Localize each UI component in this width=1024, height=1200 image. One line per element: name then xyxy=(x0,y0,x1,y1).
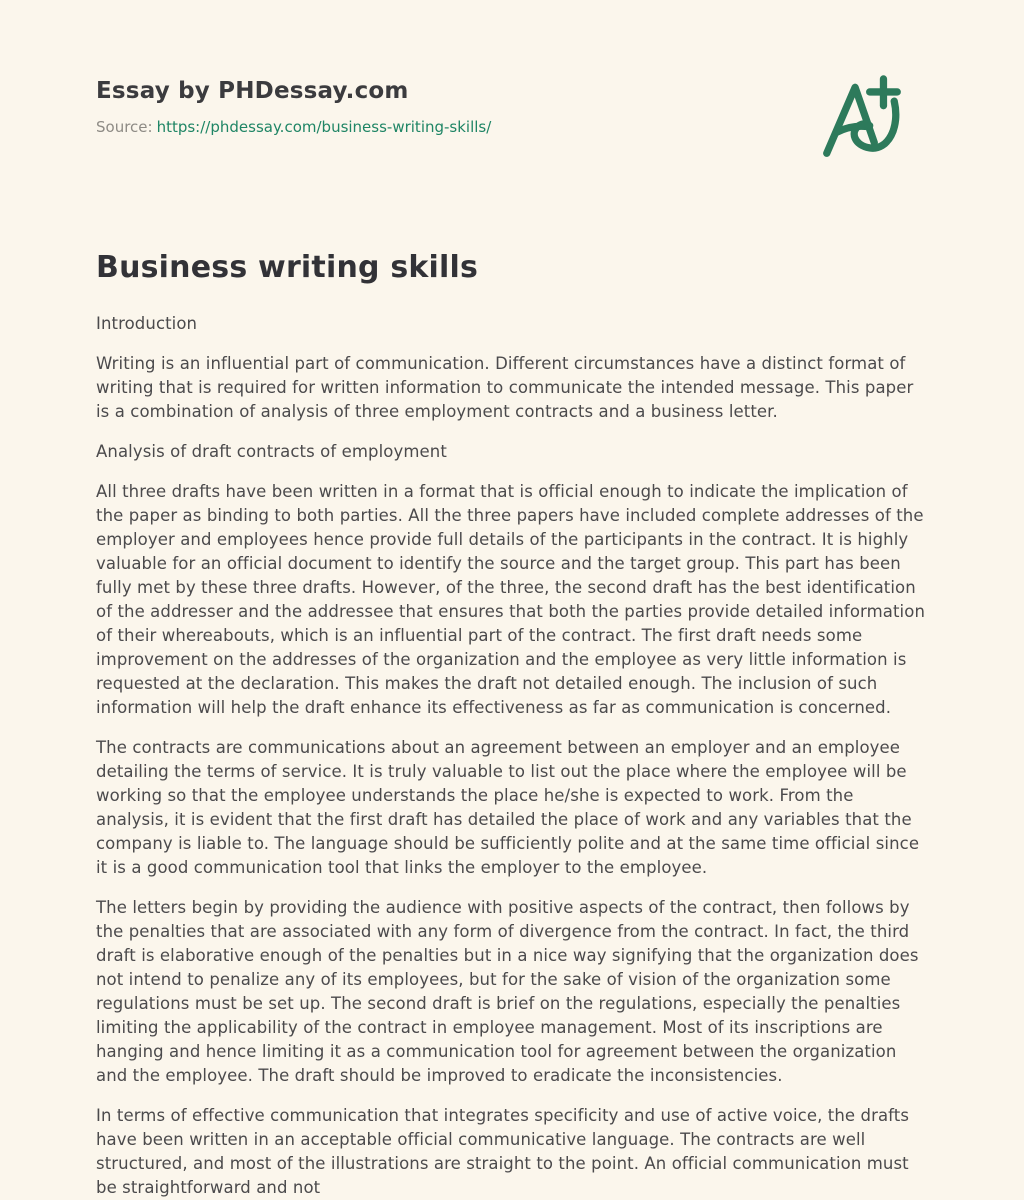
source-label: Source: xyxy=(96,118,153,136)
logo-letter-a-stroke xyxy=(827,87,875,153)
page-header xyxy=(96,76,928,164)
header-title: Essay by PHDessay.com xyxy=(96,78,409,104)
header-text-block xyxy=(96,76,491,136)
section-heading-analysis: Analysis of draft contracts of employment xyxy=(96,442,447,461)
source-line xyxy=(96,118,491,136)
source-link[interactable]: https://phdessay.com/business-writing-skills/ xyxy=(156,118,492,136)
essay-paragraph: All three drafts have been written in a format that is official enough to indicate the implication of the paper as binding to both parties. All the three papers have included complete addresses of the employer and employees hence provide full details of the participants in the contract. It is highly valuable for an official document to identify the source and the target group. This part has been fully met by these three drafts. However, of the three, the second draft has the best identification of the addresser and the addressee that ensures that both the parties provide detailed information of their whereabouts, which is an influential part of the contract. The first draft needs some improvement on the addresses of the organization and the employee as very little information is requested at the declaration. This makes the draft not detailed enough. The inclusion of such information will help the draft enhance its effectiveness as far as communication is concerned. xyxy=(96,482,925,717)
essay-paragraph-clipped: In terms of effective communication that integrates specificity and use of active voice, the drafts have been written in an acceptable official communicative language. The contracts are well structured, and most of the illustrations are straight to the point. An official communication must be straightforward and not xyxy=(96,1106,910,1197)
section-heading-introduction: Introduction xyxy=(96,314,198,333)
essay-paragraph: The letters begin by providing the audience with positive aspects of the contract, then follows by the penalties that are associated with any form of divergence from the contract. In fact, the third draft is elaborative enough of the penalties but in a nice way signifying that the organization does not intend to penalize any of its employees, but for the sake of vision of the organization some regulations must be set up. The second draft is brief on the regulations, especially the penalties limiting the applicability of the contract in employee management. Most of its inscriptions are hanging and hence limiting it as a communication tool for agreement between the organization and the employee. The draft should be improved to eradicate the inconsistencies. xyxy=(96,898,919,1085)
essay-title: Business writing skills xyxy=(96,250,479,285)
essay-body xyxy=(96,312,928,1200)
essay-paragraph: Writing is an influential part of communication. Different circumstances have a distinct format of writing that is required for written information to communicate the intended message. This paper is a combination of analysis of three employment contracts and a business letter. xyxy=(96,354,914,421)
a-plus-logo-icon xyxy=(816,72,908,164)
essay-paragraph: The contracts are communications about an agreement between an employer and an employee detailing the terms of service. It is truly valuable to list out the place where the employee will be working so that the employee understands the place he/she is expected to work. From the analysis, it is evident that the first draft has detailed the place of work and any variables that the company is liable to. The language should be sufficiently polite and at the same time official since it is a good communication tool that links the employer to the employee. xyxy=(96,738,920,877)
